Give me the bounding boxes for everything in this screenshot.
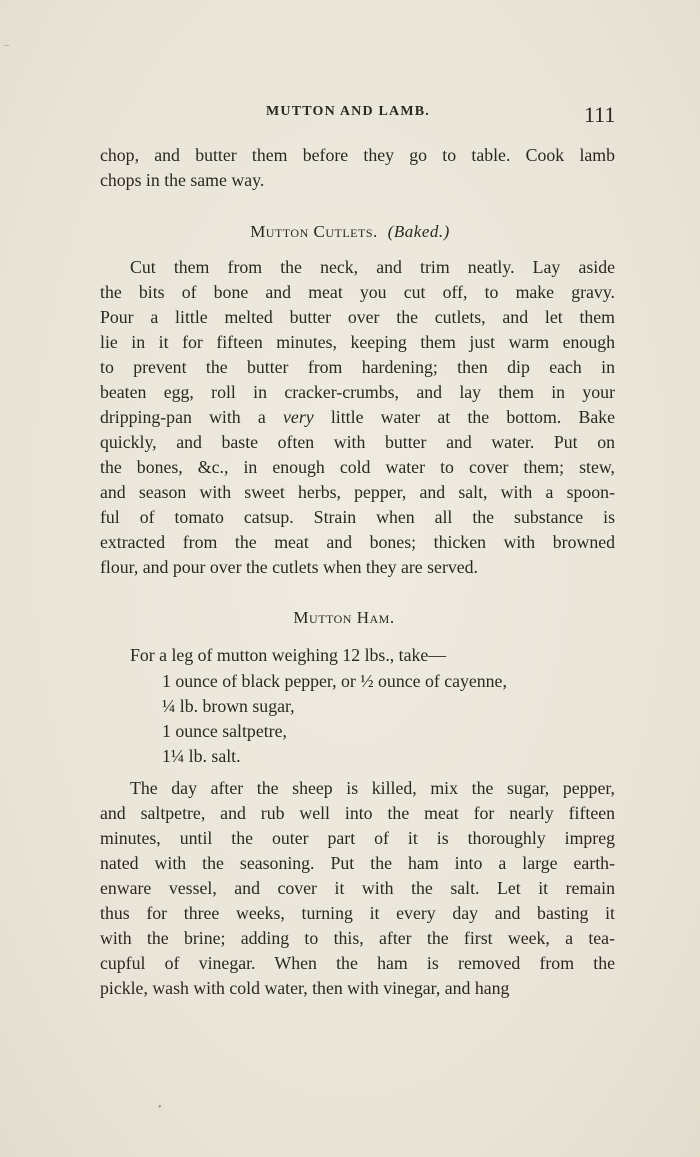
recipe-subtitle: (Baked.) (387, 222, 450, 241)
recipe-title: Mutton Ham. (293, 608, 395, 627)
text-line: with the brine; adding to this, after the first week, a tea- (100, 928, 615, 948)
text-line: extracted from the meat and bones; thicken with browned (100, 532, 615, 552)
text-line: chop, and butter them before they go to table. Cook lamb (100, 145, 615, 165)
ingredient-list (162, 669, 507, 769)
continuation-paragraph (100, 143, 615, 193)
text-line: the bits of bone and meat you cut off, to make gravy. (100, 282, 615, 302)
text-line: quickly, and baste often with butter and water. Put on (100, 432, 615, 452)
text-line: flour, and pour over the cutlets when they are served. (100, 557, 478, 577)
text-line: beaten egg, roll in cracker-crumbs, and lay them in your (100, 382, 615, 402)
ingredient-intro: For a leg of mutton weighing 12 lbs., take— (130, 645, 447, 665)
ham-intro (100, 643, 615, 668)
text-line: the bones, &c., in enough cold water to cover them; stew, (100, 457, 615, 477)
mutton-cutlets-paragraph (100, 255, 615, 580)
text-line: nated with the seasoning. Put the ham into a large earth- (100, 853, 615, 873)
text-line: ful of tomato catsup. Strain when all the substance is (100, 507, 615, 527)
text-line: Cut them from the neck, and trim neatly. Lay aside (130, 257, 615, 277)
page-number: 111 (584, 102, 616, 127)
recipe-title: Mutton Cutlets. (250, 222, 378, 241)
text-line: and saltpetre, and rub well into the meat for nearly fifteen (100, 803, 615, 823)
ingredient-item: ¼ lb. brown sugar, (162, 696, 295, 716)
ingredient-item: 1¼ lb. salt. (162, 746, 241, 766)
text-line: and season with sweet herbs, pepper, and salt, with a spoon- (100, 482, 615, 502)
paper-speck: – (4, 40, 9, 51)
text-line: cupful of vinegar. When the ham is removed from the (100, 953, 615, 973)
text-line: The day after the sheep is killed, mix the sugar, pepper, (130, 778, 615, 798)
text-line: to prevent the butter from hardening; then dip each in (100, 357, 615, 377)
text-line: minutes, until the outer part of it is thoroughly impreg (100, 828, 615, 848)
mutton-ham-paragraph (100, 776, 615, 1001)
running-head: MUTTON AND LAMB. (266, 104, 431, 119)
text-line: dripping-pan with a very little water at the bottom. Bake (100, 407, 615, 427)
text-line: thus for three weeks, turning it every day and basting it (100, 903, 615, 923)
page-header (0, 102, 700, 132)
text-line: lie in it for fifteen minutes, keeping them just warm enough (100, 332, 615, 352)
recipe-title-mutton-ham (0, 608, 694, 628)
text-line: chops in the same way. (100, 170, 265, 190)
text-line: enware vessel, and cover it with the salt. Let it remain (100, 878, 615, 898)
text-line: Pour a little melted butter over the cutlets, and let them (100, 307, 615, 327)
paper-speck: • (158, 1102, 162, 1113)
ingredient-item: 1 ounce of black pepper, or ½ ounce of cayenne, (162, 671, 507, 691)
recipe-title-mutton-cutlets (0, 222, 700, 242)
ingredient-item: 1 ounce saltpetre, (162, 721, 287, 741)
text-line: pickle, wash with cold water, then with vinegar, and hang (100, 978, 510, 998)
